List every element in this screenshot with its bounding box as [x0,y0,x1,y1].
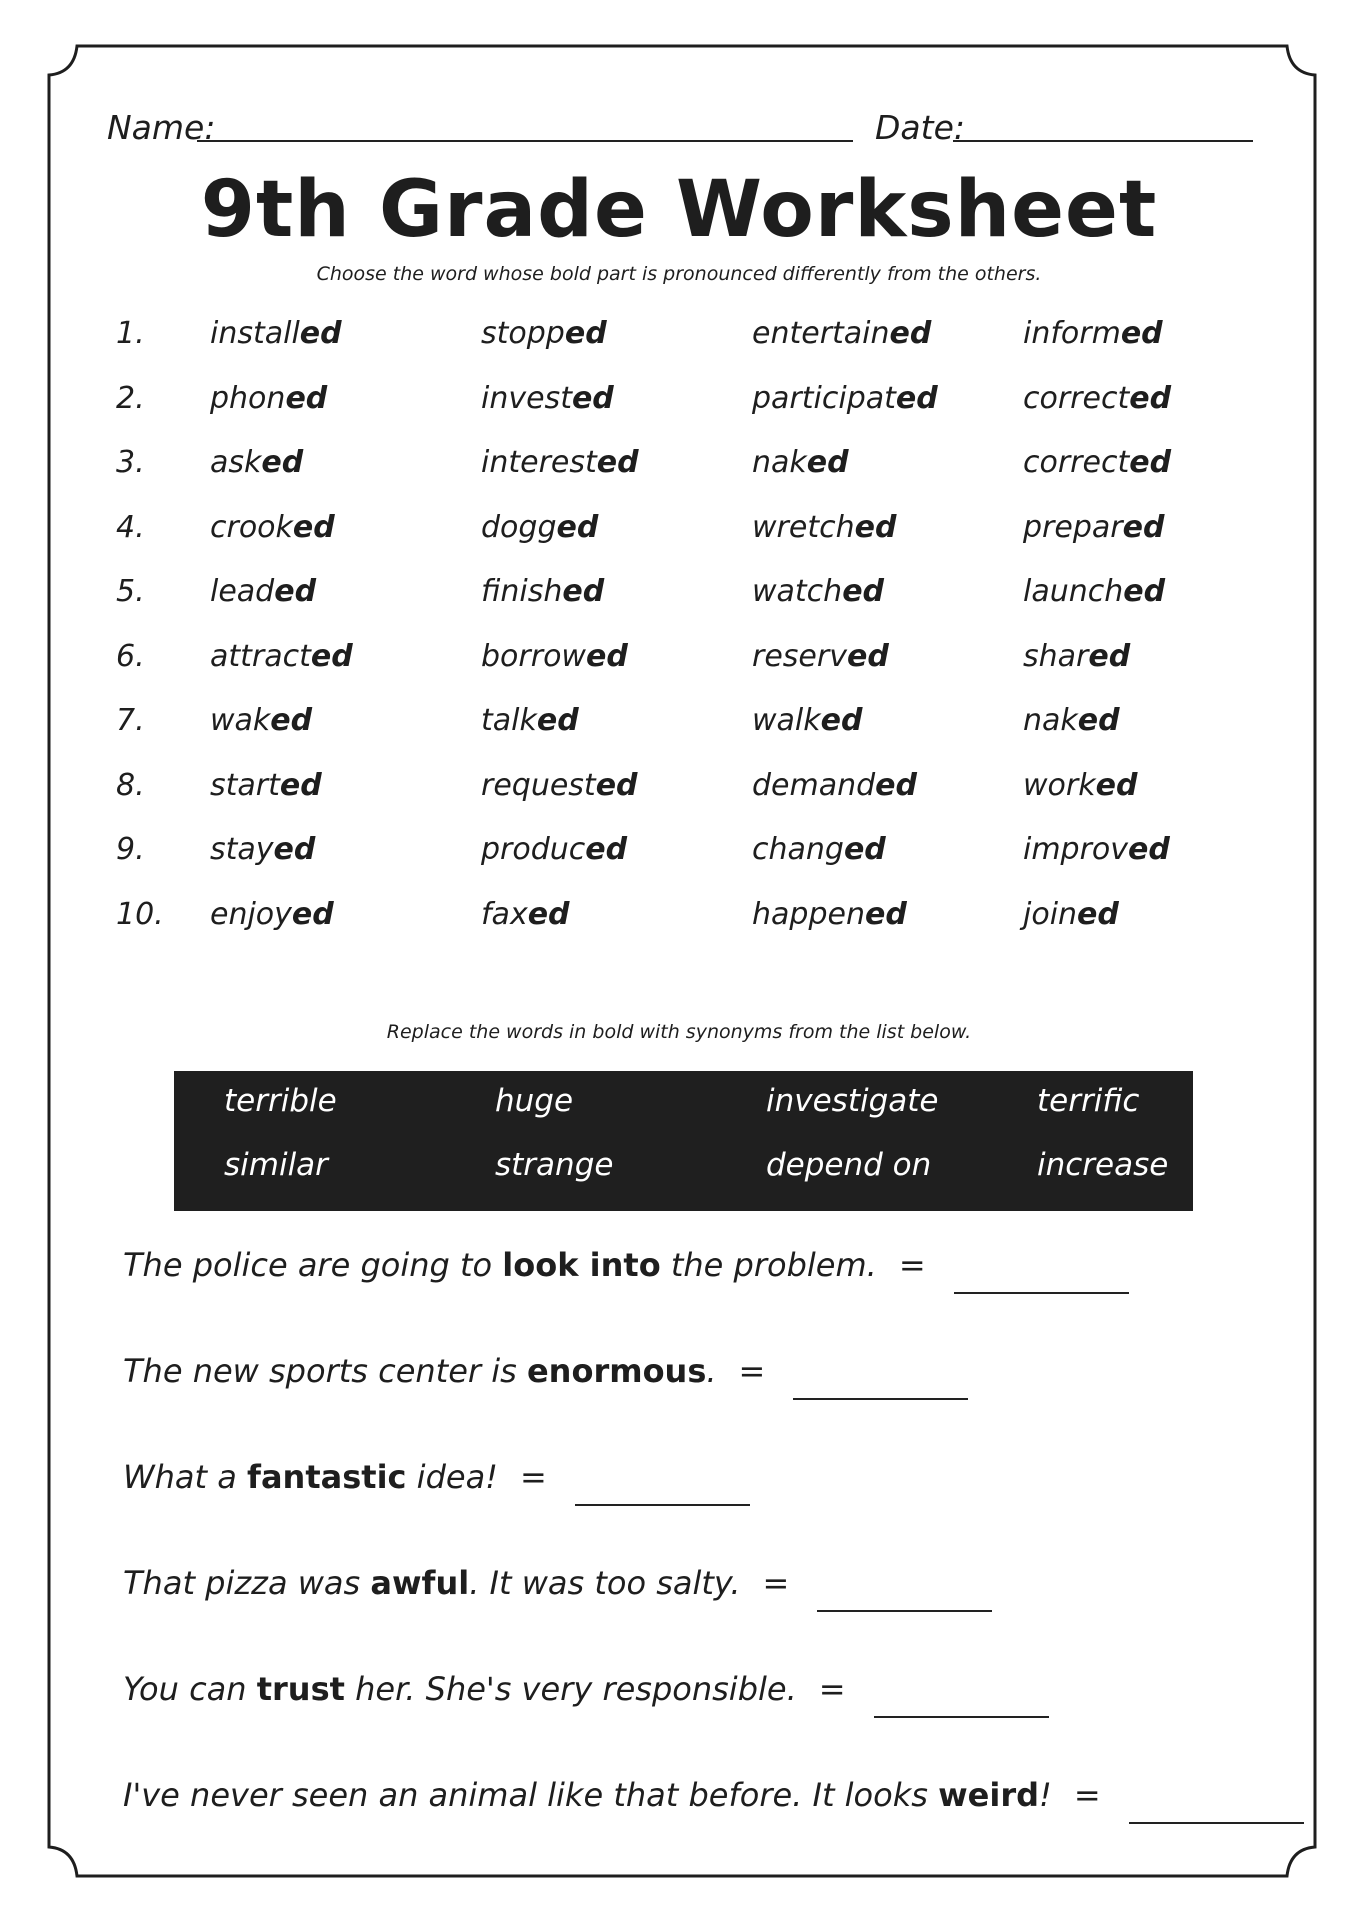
word-stem: chang [752,832,844,867]
word-bank-item: terrible [224,1083,337,1119]
word-stem: interest [481,445,597,480]
bold-ending: ed [843,832,886,867]
question-number: 2. [116,380,145,416]
word-stem: demand [752,767,876,803]
word-stem: walk [752,703,821,738]
bold-ending: ed [820,703,863,738]
bold-ending: ed [854,509,897,545]
question-number: 8. [116,767,145,803]
word-stem: phon [210,380,286,416]
word-bank-item: huge [495,1083,574,1119]
answer-option[interactable] [1023,574,1165,609]
answer-option[interactable] [481,768,638,803]
answer-option[interactable] [481,510,598,545]
bold-ending: ed [842,574,885,609]
answer-option[interactable] [752,897,907,932]
bold-ending: ed [596,445,639,480]
answer-option[interactable] [481,316,607,351]
word-stem: lead [210,574,275,609]
bold-ending: ed [279,767,322,803]
bold-ending: ed [261,445,304,480]
bold-ending: ed [1120,316,1163,351]
answer-option[interactable] [1023,768,1137,803]
answer-option[interactable] [481,703,579,738]
word-bank-item: increase [1037,1147,1169,1183]
bold-ending: ed [585,832,628,867]
question-row [0,381,1358,421]
bold-ending: ed [291,896,334,932]
answer-option[interactable] [752,574,884,609]
answer-option[interactable] [210,897,334,932]
bold-ending: ed [571,380,614,416]
word-stem: crook [210,509,293,545]
bold-ending: ed [585,638,628,674]
sentence-item [123,1246,1129,1284]
word-stem: install [210,316,300,351]
bold-ending: ed [1129,445,1172,480]
bold-ending: ed [556,509,599,545]
bold-ending: ed [564,316,607,351]
bold-ending: ed [562,574,605,609]
word-stem: work [1023,767,1096,803]
section2-instruction: Replace the words in bold with synonyms from the list below. [386,1021,972,1043]
answer-option[interactable] [1023,445,1171,480]
bold-ending: ed [864,896,907,932]
sentence-text: You can trust her. She's very responsible. [123,1670,797,1708]
bold-word: trust [256,1670,345,1708]
question-number: 1. [116,316,145,351]
equals-sign: = [818,1670,846,1708]
word-bank-item: terrific [1037,1083,1140,1119]
question-number: 4. [116,509,145,545]
question-row [0,445,1358,485]
answer-blank[interactable] [1129,1821,1304,1824]
word-stem: correct [1023,380,1130,416]
question-number: 3. [116,445,145,480]
equals-sign: = [762,1564,790,1602]
answer-option[interactable] [752,381,938,416]
answer-option[interactable] [481,574,604,609]
section1-instruction: Choose the word whose bold part is pronounced differently from the others. [316,263,1042,285]
bold-ending: ed [1088,638,1131,674]
word-stem: improv [1023,832,1129,867]
bold-ending: ed [895,380,938,416]
bold-ending: ed [595,767,638,803]
answer-blank[interactable] [817,1609,992,1612]
sentence-item [123,1776,1304,1814]
answer-option[interactable] [752,316,931,351]
bold-word: enormous [526,1352,707,1390]
answer-blank[interactable] [954,1291,1129,1294]
word-stem: happen [752,896,865,932]
answer-option[interactable] [210,510,335,545]
bold-ending: ed [310,638,353,674]
bold-ending: ed [1077,703,1120,738]
bold-ending: ed [527,896,570,932]
answer-option[interactable] [210,703,312,738]
word-stem: attract [210,638,311,674]
word-stem: invest [481,380,572,416]
answer-option[interactable] [481,639,628,674]
bold-ending: ed [875,767,917,803]
bold-ending: ed [889,316,932,351]
word-stem: talk [481,703,537,738]
word-stem: wretch [752,509,855,545]
bold-ending: ed [1129,380,1172,416]
question-number: 7. [116,703,145,738]
answer-blank[interactable] [874,1715,1049,1718]
word-stem: ask [210,445,262,480]
bold-ending: ed [1123,574,1166,609]
date-label: Date: [875,108,965,147]
bold-word: look into [502,1246,661,1284]
bold-ending: ed [1077,896,1119,932]
word-stem: stay [210,832,274,867]
answer-option[interactable] [210,768,322,803]
answer-option[interactable] [752,768,917,803]
answer-option[interactable] [481,445,639,480]
word-stem: participat [752,380,896,416]
bold-ending: ed [292,509,335,545]
answer-option[interactable] [210,639,353,674]
word-bank-item: investigate [766,1083,939,1119]
equals-sign: = [738,1352,766,1390]
word-stem: shar [1023,638,1089,674]
word-bank-item: depend on [766,1147,932,1183]
question-row [0,832,1358,872]
bold-ending: ed [536,703,579,738]
word-stem: watch [752,574,843,609]
word-stem: produc [481,832,586,867]
date-line[interactable] [953,140,1253,142]
equals-sign: = [520,1458,547,1496]
answer-option[interactable] [1023,510,1164,545]
answer-option[interactable] [752,832,886,867]
sentence-text: The police are going to look into the problem. [123,1246,877,1284]
word-stem: request [481,767,596,803]
answer-option[interactable] [210,381,327,416]
word-stem: start [210,767,280,803]
question-number: 9. [116,832,145,867]
answer-option[interactable] [1023,639,1130,674]
answer-option[interactable] [210,445,303,480]
word-bank-item: similar [224,1147,328,1183]
bold-ending: ed [274,574,317,609]
answer-option[interactable] [481,381,614,416]
bold-ending: ed [299,316,342,351]
word-stem: borrow [481,638,586,674]
word-stem: join [1023,896,1078,932]
equals-sign: = [898,1246,926,1284]
bold-word: fantastic [247,1458,407,1496]
question-row [0,897,1358,937]
equals-sign: = [1073,1776,1101,1814]
answer-option[interactable] [752,510,896,545]
word-stem: wak [210,703,271,738]
sentence-item [123,1352,968,1390]
word-stem: reserv [752,638,847,674]
word-bank [174,1071,1193,1211]
answer-option[interactable] [210,316,342,351]
answer-blank[interactable] [575,1503,750,1506]
question-number: 10. [116,896,164,932]
sentence-item [123,1670,1049,1708]
bold-ending: ed [270,703,313,738]
answer-option[interactable] [1023,832,1170,867]
sentence-text: The new sports center is enormous. [123,1352,717,1390]
question-row [0,574,1358,614]
page-title: 9th Grade Worksheet [200,165,1158,255]
bold-ending: ed [285,380,328,416]
word-stem: nak [1023,703,1078,738]
bold-ending: ed [1122,509,1165,545]
answer-option[interactable] [1023,381,1171,416]
sentence-item [123,1458,750,1496]
answer-option[interactable] [1023,703,1120,738]
bold-ending: ed [1095,767,1138,803]
word-stem: dogg [481,509,557,545]
bold-ending: ed [806,445,849,480]
word-bank-item: strange [495,1147,614,1183]
answer-option[interactable] [752,445,849,480]
question-number: 5. [116,574,145,609]
sentence-text: What a fantastic idea! [123,1458,498,1496]
word-stem: entertain [752,316,890,351]
answer-option[interactable] [752,703,862,738]
sentence-text: That pizza was awful. It was too salty. [123,1564,741,1602]
answer-option[interactable] [210,832,315,867]
bold-ending: ed [273,832,316,867]
answer-option[interactable] [1023,316,1163,351]
name-line[interactable] [197,140,853,142]
question-number: 6. [116,638,145,674]
sentence-text: I've never seen an animal like that before. It looks weird! [123,1776,1052,1814]
answer-option[interactable] [752,639,889,674]
word-stem: launch [1023,574,1124,609]
word-stem: prepar [1023,509,1123,545]
answer-blank[interactable] [793,1397,968,1400]
word-stem: finish [481,574,563,609]
bold-ending: ed [1128,832,1170,867]
question-row [0,510,1358,550]
word-stem: stopp [481,316,565,351]
bold-word: weird [938,1776,1039,1814]
answer-option[interactable] [481,832,627,867]
question-row [0,768,1358,808]
name-label: Name: [107,108,216,147]
word-stem: nak [752,445,807,480]
word-stem: correct [1023,445,1130,480]
answer-option[interactable] [210,574,316,609]
word-stem: inform [1023,316,1121,351]
word-stem: enjoy [210,896,292,932]
sentence-item [123,1564,992,1602]
question-row [0,316,1358,356]
bold-ending: ed [846,638,889,674]
answer-option[interactable] [1023,897,1119,932]
word-stem: fax [481,896,528,932]
bold-word: awful [370,1564,470,1602]
question-row [0,639,1358,679]
answer-option[interactable] [481,897,570,932]
question-row [0,703,1358,743]
